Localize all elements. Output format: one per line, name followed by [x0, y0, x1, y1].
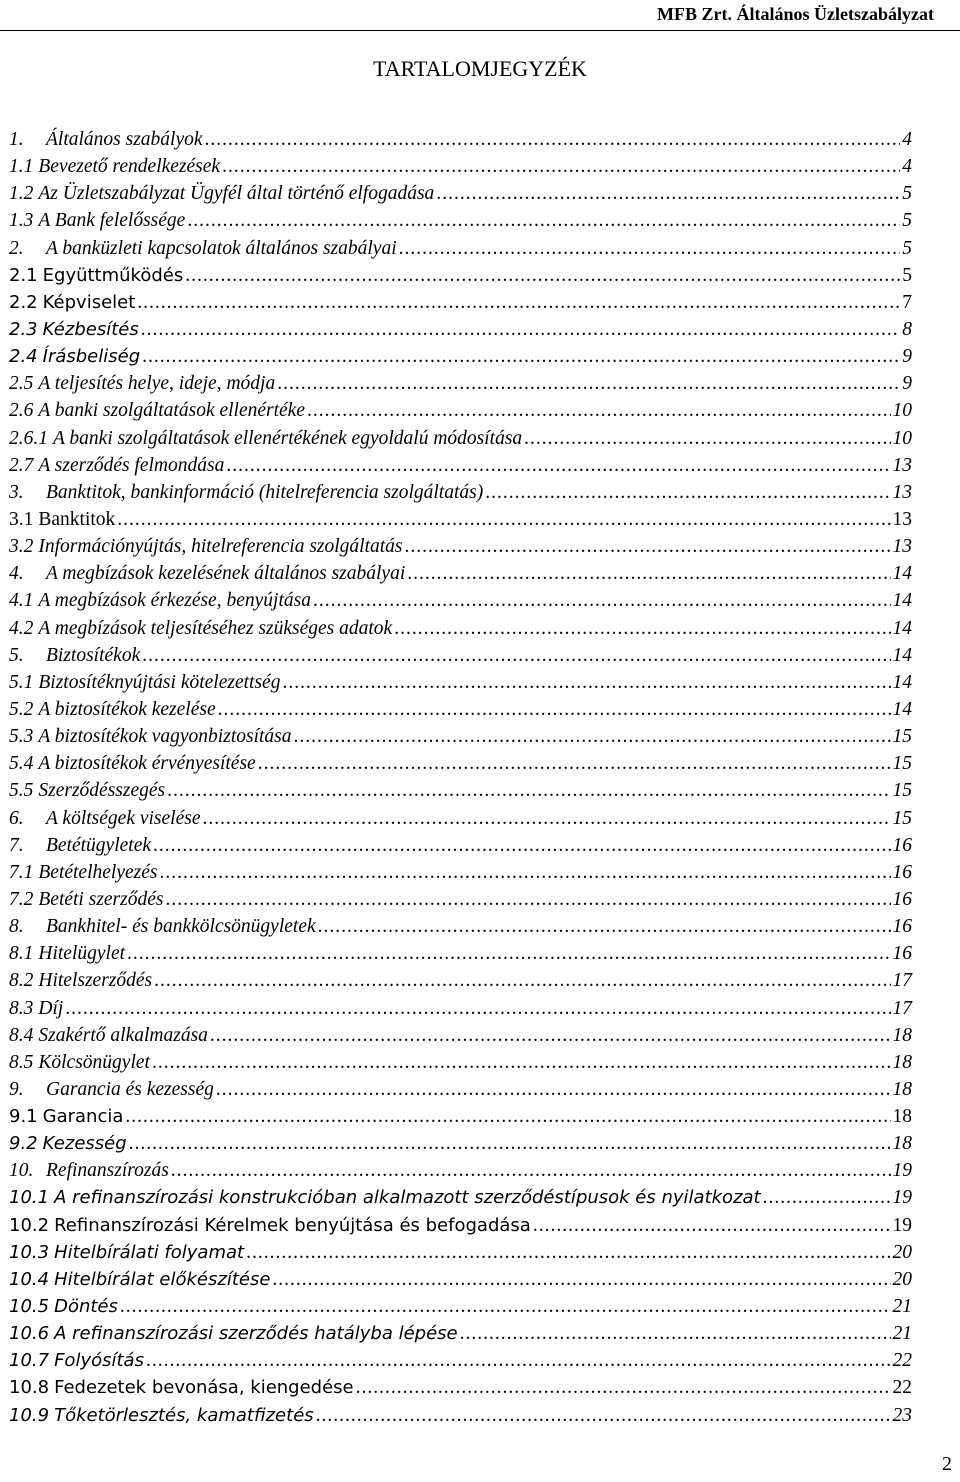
toc-entry-label: Kölcsönügylet [38, 1051, 150, 1073]
toc-entry-label: Biztosítékok [46, 644, 141, 666]
toc-leader-dots [120, 1293, 891, 1320]
toc-entry[interactable] [9, 452, 912, 479]
toc-entry-page: 21 [892, 1323, 912, 1345]
toc-entry-number: 8.4 [9, 1024, 34, 1046]
toc-leader-dots [460, 1320, 891, 1347]
toc-entry-page: 18 [892, 1133, 912, 1155]
toc-entry-number: 10.5 [9, 1296, 50, 1318]
toc-leader-dots [146, 1347, 891, 1374]
toc-entry-number: 8.1 [9, 943, 34, 965]
toc-entry[interactable] [9, 696, 912, 723]
toc-leader-dots [282, 669, 890, 696]
toc-entry-number: 5.3 [9, 726, 34, 748]
toc-entry-page: 23 [892, 1404, 912, 1426]
toc-entry-number: 4.1 [9, 590, 34, 612]
toc-leader-dots [307, 397, 891, 424]
toc-entry-label: Garancia és kezesség [46, 1078, 214, 1100]
toc-entry-label: A biztosítékok vagyonbiztosítása [38, 726, 292, 748]
toc-entry-label: Bankhitel- és bankkölcsönügyletek [46, 916, 316, 938]
toc-entry-page: 22 [892, 1350, 912, 1372]
toc-entry-page: 17 [892, 997, 912, 1019]
toc-entry-number: 10.9 [9, 1404, 50, 1426]
toc-entry-number: 1.2 [9, 183, 34, 205]
toc-entry-page: 8 [902, 318, 912, 340]
toc-entry-label: A banki szolgáltatások ellenértéke [38, 400, 305, 422]
toc-entry-label: A Bank felelőssége [38, 210, 186, 232]
toc-entry[interactable] [9, 560, 912, 587]
toc-entry-number: 7. [9, 834, 24, 856]
toc-leader-dots [436, 180, 900, 207]
toc-entry[interactable] [9, 669, 912, 696]
toc-entry-number: 5.2 [9, 698, 34, 720]
toc-entry-label: Betételhelyezés [38, 861, 158, 883]
toc-entry-number: 10.6 [9, 1323, 50, 1345]
toc-leader-dots [226, 452, 890, 479]
toc-entry-label: A megbízások érkezése, benyújtása [38, 590, 311, 612]
toc-entry-label: A biztosítékok érvényesítése [38, 753, 256, 775]
toc-entry[interactable] [9, 940, 912, 967]
toc-entry[interactable] [9, 1130, 912, 1157]
toc-entry[interactable] [9, 533, 912, 560]
header-rule [0, 30, 960, 31]
toc-entry-page: 19 [892, 1187, 912, 1209]
toc-entry-label: Fedezetek bevonása, kiengedése [54, 1377, 354, 1399]
toc-entry[interactable] [9, 207, 912, 234]
toc-leader-dots [171, 1157, 891, 1184]
toc-entry-number: 8.3 [9, 997, 34, 1019]
toc-entry-label: Döntés [54, 1296, 118, 1318]
toc-entry-number: 5.5 [9, 780, 34, 802]
toc-entry[interactable] [9, 343, 912, 370]
toc-entry-label: Hitelszerződés [38, 970, 153, 992]
toc-entry-number: 2.1 [9, 264, 38, 286]
toc-entry-page: 7 [902, 291, 912, 313]
toc-entry[interactable] [9, 1266, 912, 1293]
toc-entry-number: 10.3 [9, 1241, 50, 1263]
toc-entry-page: 18 [892, 1106, 912, 1128]
toc-entry-number: 9. [9, 1078, 24, 1100]
toc-leader-dots [185, 262, 900, 289]
toc-entry-label: Folyósítás [54, 1350, 144, 1372]
toc-entry-label: Tőketörlesztés, kamatfizetés [54, 1404, 314, 1426]
toc-entry-number: 10.8 [9, 1377, 50, 1399]
toc-leader-dots [407, 560, 890, 587]
toc-leader-dots [218, 696, 891, 723]
toc-entry-number: 10. [9, 1160, 34, 1182]
toc-entry-page: 18 [892, 1078, 912, 1100]
toc-entry-label: Refinanszírozási Kérelmek benyújtása és befogadása [54, 1214, 531, 1236]
toc-entry[interactable] [9, 1347, 912, 1374]
toc-entry-number: 1.3 [9, 210, 34, 232]
toc-leader-dots [142, 343, 900, 370]
toc-entry-number: 5.1 [9, 671, 34, 693]
toc-entry[interactable] [9, 1184, 912, 1211]
toc-entry-number: 8. [9, 916, 24, 938]
toc-entry-page: 13 [892, 481, 912, 503]
toc-entry-label: Képviselet [42, 291, 136, 313]
toc-entry[interactable] [9, 153, 912, 180]
toc-entry-number: 10.4 [9, 1268, 50, 1290]
toc-leader-dots [485, 479, 890, 506]
toc-entry-page: 17 [892, 970, 912, 992]
toc-entry[interactable] [9, 425, 912, 452]
toc-leader-dots [153, 832, 890, 859]
toc-entry-page: 14 [892, 563, 912, 585]
toc-entry[interactable] [9, 126, 912, 153]
toc-entry-page: 16 [892, 861, 912, 883]
toc-entry-page: 15 [892, 726, 912, 748]
toc-entry[interactable] [9, 913, 912, 940]
toc-entry-label: A banküzleti kapcsolatok általános szabályai [46, 237, 397, 259]
toc-leader-dots [141, 316, 901, 343]
toc-entry[interactable] [9, 1212, 912, 1239]
toc-entry-label: Bevezető rendelkezések [38, 156, 221, 178]
toc-leader-dots [117, 506, 890, 533]
toc-leader-dots [524, 425, 890, 452]
toc-entry-number: 2.2 [9, 291, 38, 313]
toc-entry-number: 9.1 [9, 1106, 38, 1128]
toc-title: TARTALOMJEGYZÉK [373, 56, 587, 81]
toc-entry-label: A refinanszírozási konstrukcióban alkalmazott szerződéstípusok és nyilatkozat [54, 1187, 761, 1209]
toc-entry-page: 5 [902, 264, 912, 286]
toc-entry-label: Szerződésszegés [38, 780, 166, 802]
toc-leader-dots [405, 533, 891, 560]
toc-entry[interactable] [9, 1022, 912, 1049]
toc-leader-dots [318, 913, 891, 940]
toc-entry-number: 2.5 [9, 373, 34, 395]
toc-entry-label: Banktitok, bankinformáció (hitelreferencia szolgáltatás) [46, 481, 484, 503]
toc-entry[interactable] [9, 750, 912, 777]
toc-leader-dots [294, 723, 891, 750]
toc-entry-page: 15 [892, 807, 912, 829]
toc-entry[interactable] [9, 886, 912, 913]
toc-entry-page: 15 [892, 753, 912, 775]
toc-entry-number: 3.1 [9, 508, 34, 530]
toc-entry-page: 13 [892, 508, 912, 530]
toc-leader-dots [356, 1374, 891, 1401]
toc-leader-dots [65, 995, 890, 1022]
toc-entry[interactable] [9, 967, 912, 994]
toc-entry-number: 2.3 [9, 318, 38, 340]
toc-entry-label: Szakértő alkalmazása [38, 1024, 208, 1046]
toc-entry-label: Garancia [42, 1106, 124, 1128]
toc-entry-number: 10.2 [9, 1214, 50, 1236]
toc-leader-dots [533, 1212, 891, 1239]
toc-leader-dots [154, 967, 890, 994]
toc-entry[interactable] [9, 262, 912, 289]
toc-entry-page: 20 [892, 1241, 912, 1263]
toc-leader-dots [277, 370, 900, 397]
toc-leader-dots [763, 1184, 891, 1211]
toc-entry[interactable] [9, 289, 912, 316]
toc-entry-label: A megbízások teljesítéséhez szükséges adatok [38, 617, 393, 639]
toc-entry-page: 4 [902, 129, 912, 150]
toc-entry-page: 18 [892, 1024, 912, 1046]
toc-entry-page: 14 [892, 671, 912, 693]
toc-entry-label: Banktitok [38, 508, 116, 530]
toc-entry-page: 16 [892, 943, 912, 965]
toc-entry-page: 10 [892, 427, 912, 449]
toc-entry-page: 13 [892, 536, 912, 558]
toc-entry-label: Hitelügylet [38, 943, 126, 965]
toc-leader-dots [205, 126, 901, 153]
toc-entry-label: Kézbesítés [42, 318, 139, 340]
toc-leader-dots [399, 235, 901, 262]
toc-entry[interactable] [9, 723, 912, 750]
toc-entry[interactable] [9, 805, 912, 832]
toc-entry-number: 2.4 [9, 346, 38, 368]
toc-leader-dots [222, 153, 900, 180]
toc-entry[interactable] [9, 1320, 912, 1347]
toc-entry-label: Az Üzletszabályzat Ügyfél által történő elfogadása [38, 183, 435, 205]
toc-entry-number: 2.6.1 [9, 427, 48, 449]
toc-leader-dots [272, 1266, 890, 1293]
toc-entry-number: 1. [9, 129, 24, 150]
toc-entry[interactable] [9, 832, 912, 859]
toc-entry-label: A megbízások kezelésének általános szabályai [46, 563, 406, 585]
toc-leader-dots [246, 1239, 890, 1266]
toc-entry-page: 9 [902, 373, 912, 395]
toc-entry-number: 10.1 [9, 1187, 50, 1209]
toc-entry-label: Együttműködés [42, 264, 184, 286]
toc-entry-number: 2.6 [9, 400, 34, 422]
toc-leader-dots [210, 1022, 891, 1049]
toc-entry[interactable] [9, 180, 912, 207]
toc-entry[interactable] [9, 859, 912, 886]
toc-entry-number: 8.2 [9, 970, 34, 992]
toc-leader-dots [216, 1076, 891, 1103]
running-header: MFB Zrt. Általános Üzletszabályzat [657, 4, 934, 24]
toc-entry[interactable] [9, 777, 912, 804]
toc-entry-label: Betétügyletek [46, 834, 152, 856]
toc-leader-dots [127, 940, 890, 967]
toc-entry[interactable] [9, 995, 912, 1022]
toc-entry[interactable] [9, 235, 912, 262]
toc-entry-label: Általános szabályok [46, 129, 203, 150]
toc-entry-page: 14 [892, 644, 912, 666]
toc-entry-page: 21 [892, 1296, 912, 1318]
toc-entry[interactable] [9, 615, 912, 642]
toc-entry-label: A biztosítékok kezelése [38, 698, 216, 720]
toc-entry-label: Biztosítéknyújtási kötelezettség [38, 671, 281, 693]
toc-leader-dots [203, 805, 891, 832]
toc-entry-page: 14 [892, 590, 912, 612]
toc-entry-number: 7.2 [9, 888, 34, 910]
toc-entry-page: 20 [892, 1268, 912, 1290]
toc-entry-page: 13 [892, 454, 912, 476]
toc-leader-dots [394, 615, 890, 642]
toc-leader-dots [165, 886, 890, 913]
toc-leader-dots [258, 750, 891, 777]
toc-entry-label: A refinanszírozási szerződés hatályba lépése [54, 1323, 458, 1345]
toc-entry[interactable] [9, 1076, 912, 1103]
toc-entry[interactable] [9, 479, 912, 506]
toc-entry-number: 4.2 [9, 617, 34, 639]
toc-entry-number: 6. [9, 807, 24, 829]
toc-entry-label: Betéti szerződés [38, 888, 164, 910]
toc-entry[interactable] [9, 506, 912, 533]
toc-entry-page: 5 [902, 183, 912, 205]
toc-entry[interactable] [9, 316, 912, 343]
toc-leader-dots [125, 1103, 890, 1130]
toc-leader-dots [187, 207, 900, 234]
toc-entry-page: 9 [902, 346, 912, 368]
toc-entry-label: Refinanszírozás [46, 1160, 169, 1182]
toc-leader-dots [152, 1049, 891, 1076]
toc-entry-page: 5 [902, 210, 912, 232]
toc-entry-number: 5. [9, 644, 24, 666]
toc-entry[interactable] [9, 1239, 912, 1266]
toc-entry-number: 10.7 [9, 1350, 50, 1372]
toc-entry-number: 2.7 [9, 454, 34, 476]
toc-entry[interactable] [9, 1157, 912, 1184]
toc-entry-page: 10 [892, 400, 912, 422]
toc-entry-label: Hitelbírálati folyamat [54, 1241, 245, 1263]
toc-entry-number: 3.2 [9, 536, 34, 558]
toc-entry-label: Írásbeliség [42, 346, 141, 368]
toc-entry-page: 19 [892, 1214, 912, 1236]
toc-entry-page: 22 [892, 1377, 912, 1399]
toc-entry[interactable] [9, 1103, 912, 1130]
toc-entry-number: 5.4 [9, 753, 34, 775]
toc-entry[interactable] [9, 1049, 912, 1076]
toc-entry-page: 14 [892, 617, 912, 639]
toc-entry[interactable] [9, 642, 912, 669]
toc-entry-page: 16 [892, 916, 912, 938]
toc-entry-label: A költségek viselése [46, 807, 201, 829]
toc-entry-number: 1.1 [9, 156, 34, 178]
toc-entry[interactable] [9, 1293, 912, 1320]
toc-leader-dots [129, 1130, 891, 1157]
toc-leader-dots [142, 642, 890, 669]
toc-entry-label: A teljesítés helye, ideje, módja [38, 373, 276, 395]
toc-leader-dots [137, 289, 900, 316]
toc-entry[interactable] [9, 370, 912, 397]
toc-entry[interactable] [9, 587, 912, 614]
toc-entry[interactable] [9, 1374, 912, 1401]
toc-leader-dots [159, 859, 890, 886]
toc-entry-label: A banki szolgáltatások ellenértékének egyoldalú módosítása [53, 427, 523, 449]
toc-entry-page: 15 [892, 780, 912, 802]
toc-entry-page: 14 [892, 698, 912, 720]
toc-entry-number: 4. [9, 563, 24, 585]
toc-entry-number: 2. [9, 237, 24, 259]
toc-entry[interactable] [9, 1402, 912, 1429]
toc-entry-number: 7.1 [9, 861, 34, 883]
toc-entry-page: 5 [902, 237, 912, 259]
toc-entry-page: 18 [892, 1051, 912, 1073]
table-of-contents [9, 126, 912, 1429]
toc-leader-dots [313, 587, 891, 614]
toc-entry-label: Kezesség [42, 1133, 127, 1155]
toc-entry-page: 4 [902, 156, 912, 178]
toc-entry[interactable] [9, 397, 912, 424]
toc-entry-number: 8.5 [9, 1051, 34, 1073]
toc-entry-label: Információnyújtás, hitelreferencia szolgáltatás [38, 536, 403, 558]
toc-entry-label: Hitelbírálat előkészítése [54, 1268, 271, 1290]
toc-leader-dots [316, 1402, 891, 1429]
toc-entry-label: Díj [38, 997, 64, 1019]
toc-entry-label: A szerződés felmondása [38, 454, 225, 476]
page-number: 2 [942, 1453, 952, 1475]
toc-entry-page: 16 [892, 834, 912, 856]
toc-entry-number: 3. [9, 481, 24, 503]
toc-entry-page: 16 [892, 888, 912, 910]
toc-leader-dots [167, 777, 890, 804]
toc-entry-page: 19 [892, 1160, 912, 1182]
toc-entry-number: 9.2 [9, 1133, 38, 1155]
